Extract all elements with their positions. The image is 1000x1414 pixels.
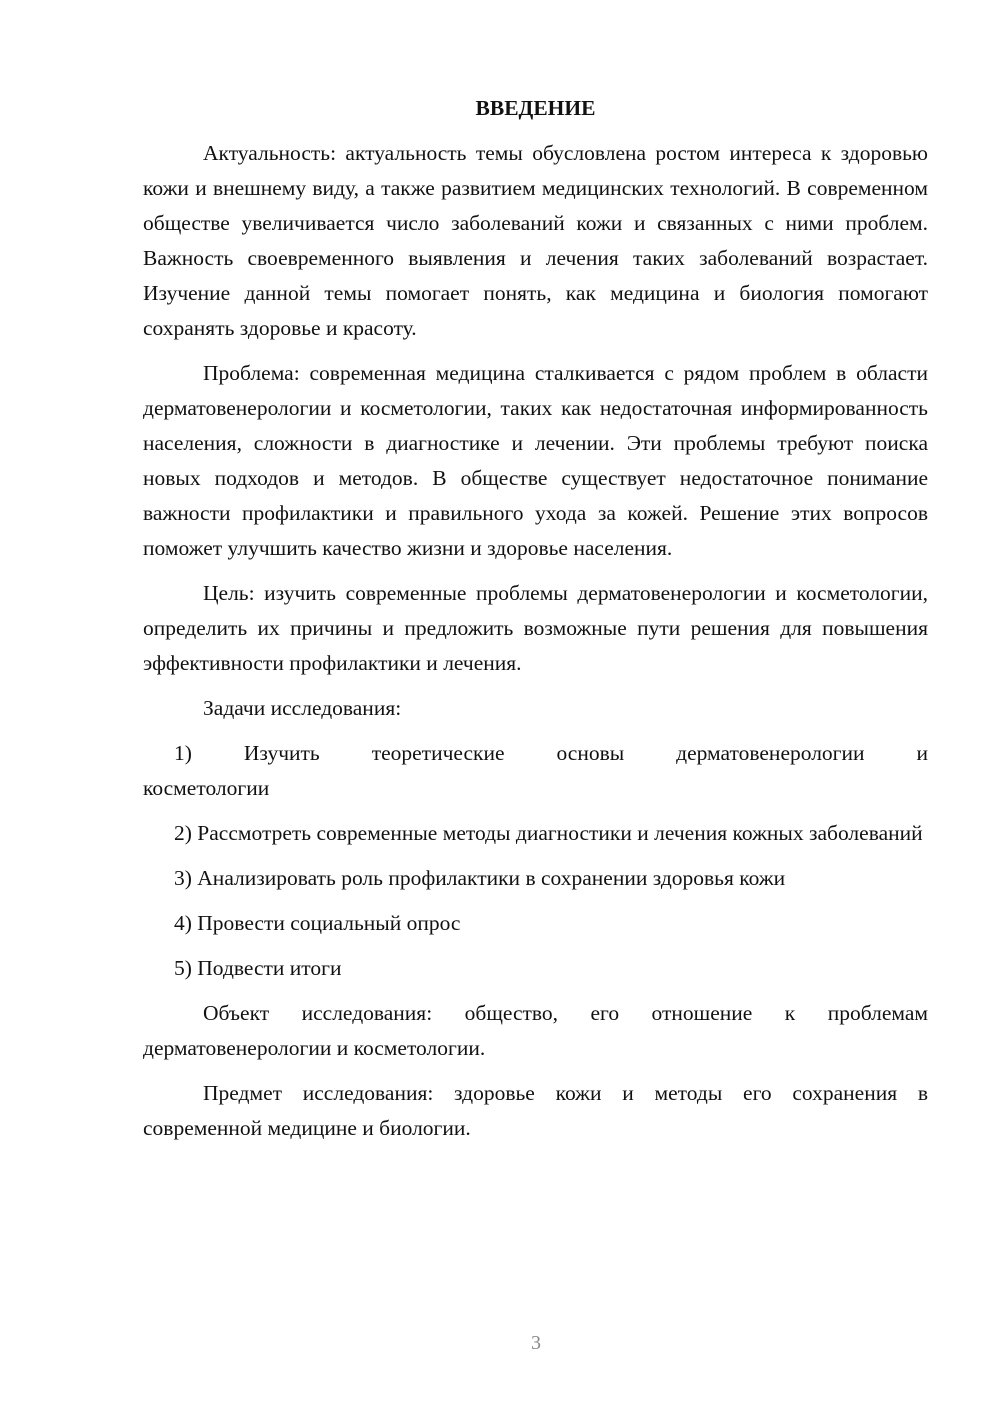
tasks-heading: Задачи исследования: bbox=[203, 696, 402, 720]
tasks-list bbox=[143, 736, 928, 986]
task-item-1-line-2: косметологии bbox=[143, 776, 270, 800]
paragraph-relevance: Актуальность: актуальность темы обусловлена ростом интереса к здоровью кожи и внешнему виду, а также развитием медицинских технологий. В современном обществе увеличивается число заболеваний кожи и связанных с ними проблем. Важность своевременного выявления и лечения таких заболеваний возрастает. Изучение данной темы помогает понять, как медицина и биология помогают сохранять здоровье и красоту. bbox=[143, 141, 928, 340]
task-item-5: 5) Подвести итоги bbox=[174, 956, 342, 980]
task-item-3: 3) Анализировать роль профилактики в сохранении здоровья кожи bbox=[174, 866, 786, 890]
section-title: ВВЕДЕНИЕ bbox=[475, 96, 596, 120]
paragraph-goal: Цель: изучить современные проблемы дерматовенерологии и косметологии, определить их причины и предложить возможные пути решения для повышения эффективности профилактики и лечения. bbox=[143, 581, 928, 675]
paragraph-problem: Проблема: современная медицина сталкивается с рядом проблем в области дерматовенерологии и косметологии, таких как недостаточная информированность населения, сложности в диагностике и лечении. Эти проблемы требуют поиска новых подходов и методов. В обществе существует недостаточное понимание важности профилактики и правильного ухода за кожей. Решение этих вопросов поможет улучшить качество жизни и здоровье населения. bbox=[143, 361, 928, 560]
task-item-4: 4) Провести социальный опрос bbox=[174, 911, 461, 935]
document-page bbox=[143, 90, 928, 1156]
paragraph-subject: Предмет исследования: здоровье кожи и методы его сохранения в современной медицине и биологии. bbox=[143, 1081, 928, 1140]
paragraph-object: Объект исследования: общество, его отношение к проблемам дерматовенерологии и косметологии. bbox=[143, 1001, 928, 1060]
page-number: 3 bbox=[531, 1332, 541, 1354]
task-item-1-line-1: 1) Изучить теоретические основы дерматовенерологии и bbox=[174, 741, 928, 765]
task-item-2: 2) Рассмотреть современные методы диагностики и лечения кожных заболеваний bbox=[174, 821, 923, 845]
